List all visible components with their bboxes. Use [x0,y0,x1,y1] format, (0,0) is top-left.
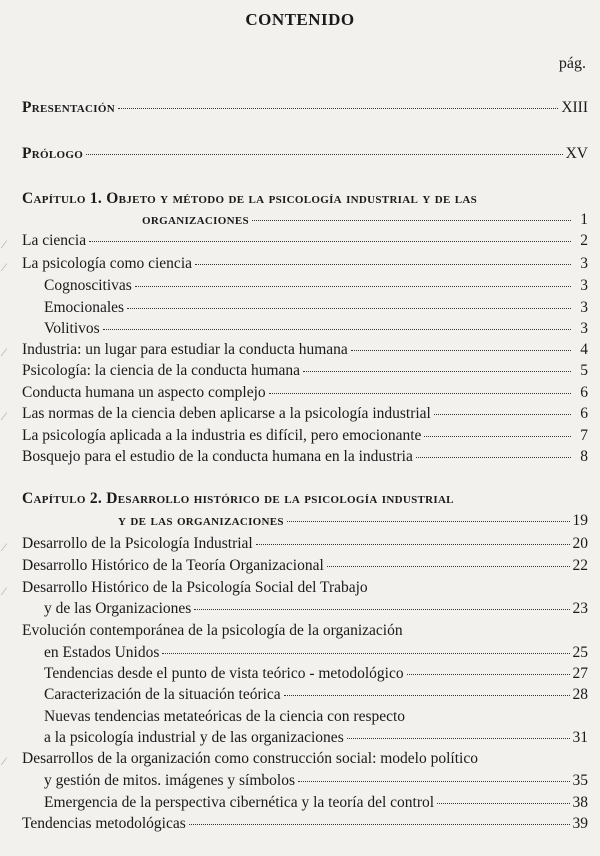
toc-entry[interactable]: Bosquejo para el estudio de la conducta humana en la industria 8 [22,448,588,465]
pencil-check-mark-icon: ⁄ [3,260,6,274]
pencil-check-mark-icon: ⁄ [3,345,6,359]
page-column-label: pág. [558,55,586,72]
pencil-check-mark-icon: ⁄ [3,540,6,554]
toc-entry-line2[interactable]: y de las Organizaciones 23 [44,600,588,617]
toc-entry-prologo[interactable]: Prólogo XV [22,145,588,162]
toc-subentry[interactable]: Emergencia de la perspectiva cibernética y la teoría del control 38 [44,794,588,811]
toc-entry-line2[interactable]: y gestión de mitos. imágenes y símbolos 35 [44,772,588,789]
toc-subentry[interactable]: Volitivos 3 [44,320,588,337]
toc-entry[interactable]: Tendencias metodológicas 39 [22,815,588,832]
chapter-1-title-cont[interactable]: organizaciones 1 [142,211,588,228]
toc-entry[interactable]: La ciencia 2 [22,232,588,249]
chapter-2-title-cont[interactable]: y de las organizaciones 19 [118,512,588,529]
toc-subentry[interactable]: Caracterización de la situación teórica 28 [44,686,588,703]
pencil-check-mark-icon: ⁄ [3,237,6,251]
toc-subentry-line1[interactable]: Nuevas tendencias metateóricas de la ciencia con respecto [44,708,406,725]
chapter-2-title[interactable]: Capítulo 2. Desarrollo histórico de la psicología industrial [22,490,454,507]
page-title: CONTENIDO [245,10,355,29]
toc-entry[interactable]: Desarrollo Histórico de la Teoría Organizacional 22 [22,557,588,574]
toc-entry[interactable]: Desarrollo de la Psicología Industrial 20 [22,535,588,552]
toc-entry[interactable]: La psicología aplicada a la industria es difícil, pero emocionante 7 [22,427,588,444]
toc-entry[interactable]: Industria: un lugar para estudiar la conducta humana 4 [22,341,588,358]
toc-subentry-line2[interactable]: a la psicología industrial y de las organizaciones 31 [44,729,588,746]
toc-entry[interactable]: Conducta humana un aspecto complejo 6 [22,384,588,401]
toc-entry[interactable]: La psicología como ciencia 3 [22,255,588,272]
toc-subentry[interactable]: Cognoscitivas 3 [44,277,588,294]
pencil-check-mark-icon: ⁄ [3,409,6,423]
toc-entry-presentacion[interactable]: Presentación XIII [22,99,588,116]
toc-subentry[interactable]: Tendencias desde el punto de vista teórico - metodológico 27 [44,665,588,682]
toc-entry-line1[interactable]: Desarrollos de la organización como construcción social: modelo político [22,750,478,767]
toc-entry-line1[interactable]: Desarrollo Histórico de la Psicología Social del Trabajo [22,579,368,596]
pencil-check-mark-icon: ⁄ [3,584,6,598]
pencil-check-mark-icon: ⁄ [3,754,6,768]
toc-entry-line1[interactable]: Evolución contemporánea de la psicología de la organización [22,622,403,639]
toc-subentry[interactable]: Emocionales 3 [44,299,588,316]
chapter-1-title[interactable]: Capítulo 1. Objeto y método de la psicología industrial y de las [22,190,478,207]
toc-entry[interactable]: Las normas de la ciencia deben aplicarse a la psicología industrial 6 [22,405,588,422]
toc-entry[interactable]: Psicología: la ciencia de la conducta humana 5 [22,362,588,379]
toc-entry-line2[interactable]: en Estados Unidos 25 [44,644,588,661]
